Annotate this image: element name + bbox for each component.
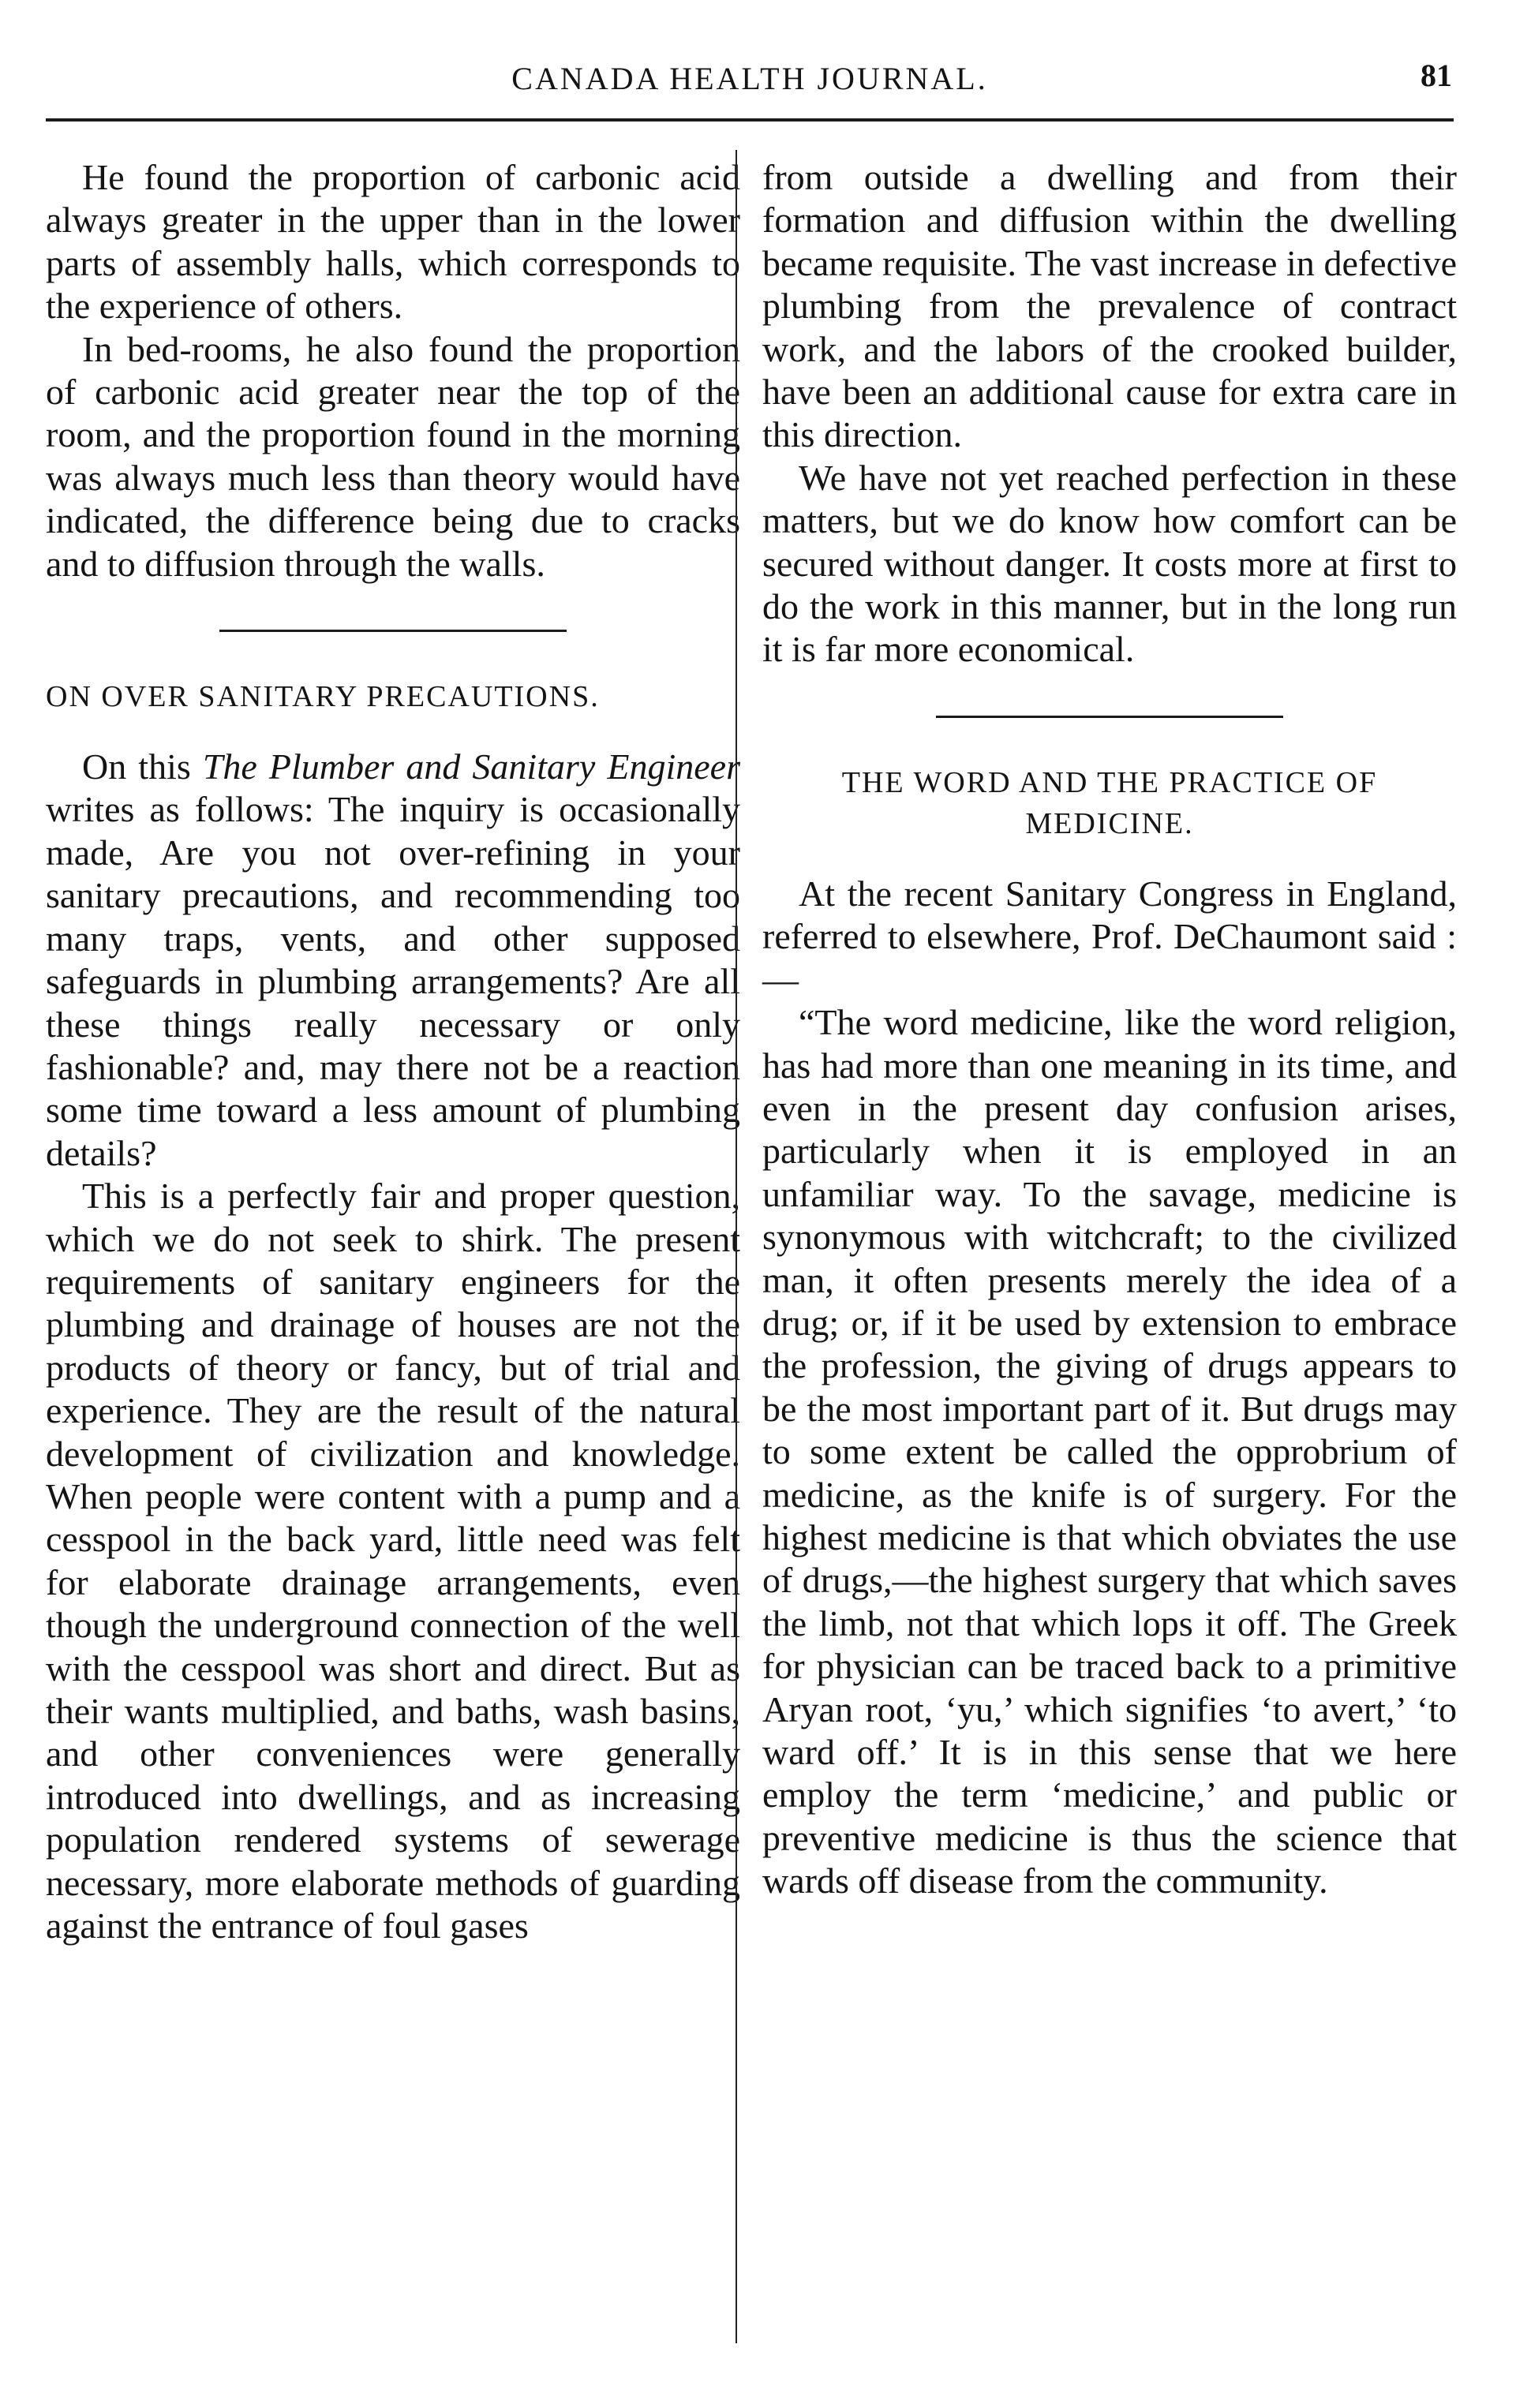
running-head xyxy=(47,55,1452,110)
paragraph: At the recent Sanitary Congress in England, referred to elsewhere, Prof. DeChaumont said :— xyxy=(762,873,1457,1000)
paragraph: from outside a dwelling and from their formation and diffusion within the dwelling became requisite. The vast increase in defective plumbing from the prevalence of contract work, and the labors of the crooked builder, have been an additional cause for extra care in this direction. xyxy=(762,157,1457,455)
header-rule xyxy=(46,118,1454,122)
paragraph: In bed-rooms, he also found the proportion of carbonic acid greater near the top of the room, and the proportion found in the morning was always much less than theory would have indicated, the difference being due to cracks and to diffusion through the walls. xyxy=(46,328,740,584)
right-column xyxy=(762,156,1457,1903)
paragraph: We have not yet reached perfection in these matters, but we do know how comfort can be secured without danger. It costs more at first to do the work in this manner, but in the long run it is far more economical. xyxy=(762,457,1457,670)
publication-title: The Plumber and Sanitary Engineer xyxy=(202,746,740,787)
page-number: 81 xyxy=(1421,58,1452,93)
journal-title: CANADA HEALTH JOURNAL. xyxy=(511,61,988,96)
left-column xyxy=(46,156,740,1947)
paragraph xyxy=(46,746,740,1175)
paragraph: He found the proportion of carbonic acid always greater in the upper than in the lower parts of assembly halls, which corresponds to the experience of others. xyxy=(46,157,740,327)
section-divider xyxy=(219,630,567,632)
section-heading: ON OVER SANITARY PRECAUTIONS. xyxy=(46,680,600,714)
paragraph: “The word medicine, like the word religion, has had more than one meaning in its time, and even in the present day confusion arises, particularly when it is employed in an unfamiliar way. To the savage, medicine is synonymous with witchcraft; to the civilized man, it often presents merely the idea of a drug; or, if it be used by extension to embrace the profession, the giving of drugs appears to be the most important part of it. But drugs may to some extent be called the opprobrium of medicine, as the knife is of surgery. For the highest medicine is that which obviates the use of drugs,—the highest surgery that which saves the limb, not that which lops it off. The Greek for physician can be traced back to a primitive Aryan root, ‘yu,’ which signifies ‘to avert,’ ‘to ward off.’ It is in this sense that we here employ the term ‘medicine,’ and public or preventive medicine is thus the science that wards off disease from the community. xyxy=(762,1002,1457,1901)
section-divider xyxy=(936,716,1283,718)
section-heading: THE WORD AND THE PRACTICE OF MEDICINE. xyxy=(841,765,1378,840)
paragraph-lead: On this xyxy=(82,746,203,787)
paragraph-text: writes as follows: The inquiry is occasionally made, Are you not over-refining in your sanitary precautions, and recommending too many traps, vents, and other supposed safeguards in plumbing arrangements? Are all these things really necessary or only fashionable? and, may there not be a reaction some time toward a less amount of plumbing details? xyxy=(46,789,740,1173)
column-divider xyxy=(736,150,737,2343)
paragraph: This is a perfectly fair and proper question, which we do not seek to shirk. The present requirements of sanitary engineers for the plumbing and drainage of houses are not the products of theory or fancy, but of trial and experience. They are the result of the natural development of civilization and knowledge. When people were content with a pump and a cesspool in the back yard, little need was felt for elaborate drainage arrangements, even though the underground connection of the well with the cesspool was short and direct. But as their wants multiplied, and baths, wash basins, and other conveniences were generally introduced into dwellings, and as increasing population rendered systems of sewerage necessary, more elaborate methods of guarding against the entrance of foul gases xyxy=(46,1176,740,1946)
